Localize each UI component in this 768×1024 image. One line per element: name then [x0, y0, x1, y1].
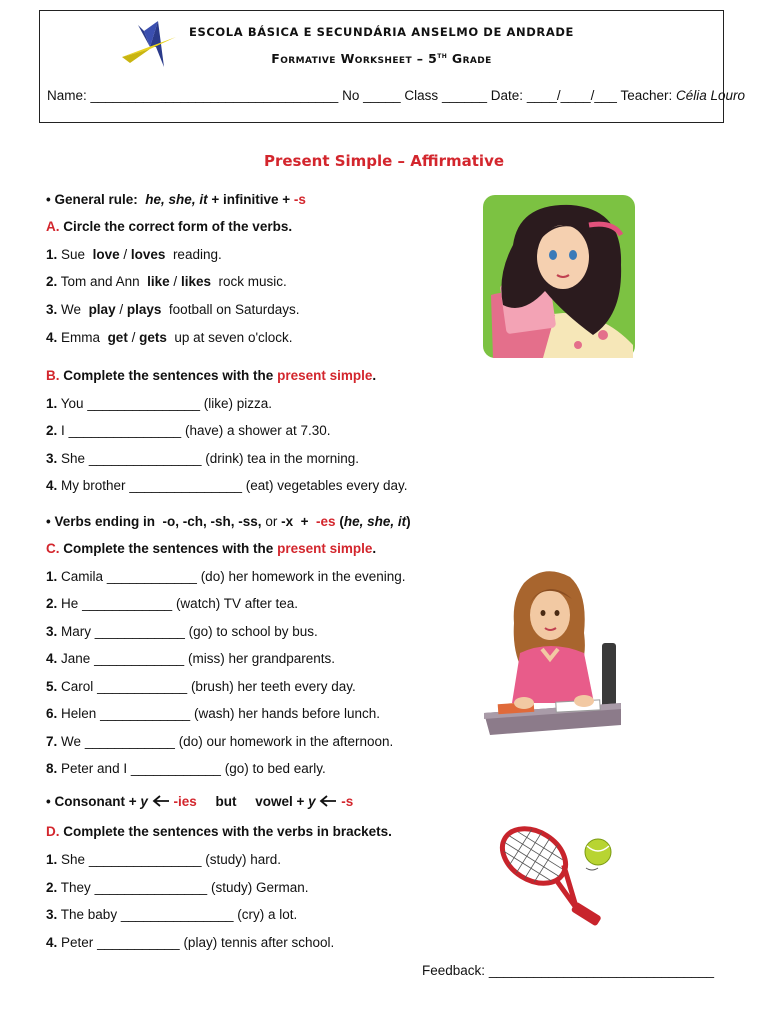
item-subject: I	[61, 423, 65, 438]
item-subject: Peter and I	[61, 761, 128, 776]
section-letter: C.	[46, 541, 60, 556]
item-subject: We	[61, 734, 82, 749]
item-number: 1.	[46, 396, 58, 411]
verb-option-2[interactable]: plays	[126, 302, 162, 317]
instruction-text: Complete the sentences with the verbs in brackets.	[63, 824, 392, 839]
rule-bullet: •	[46, 794, 51, 809]
section-d-item-1	[46, 851, 281, 869]
worksheet-header	[39, 10, 746, 123]
verb-option-2[interactable]: likes	[180, 274, 211, 289]
item-subject: The baby	[60, 907, 118, 922]
rule-bullet: •	[46, 192, 51, 207]
section-c-instruction	[46, 540, 376, 558]
date-label: Date:	[490, 88, 524, 103]
name-label: Name:	[47, 88, 87, 103]
answer-blank[interactable]: ____________	[94, 624, 185, 639]
feedback-line	[422, 962, 714, 980]
class-label: Class	[404, 88, 439, 103]
item-rest: reading.	[172, 247, 222, 262]
rule-es: -es	[316, 514, 336, 529]
section-d-item-2	[46, 879, 308, 897]
item-subject: My brother	[61, 478, 126, 493]
section-c-item-6	[46, 705, 380, 723]
rule-label: General rule:	[54, 192, 138, 207]
item-subject: They	[60, 880, 91, 895]
section-d-item-3	[46, 906, 297, 924]
rule-endings: -o, -ch, -sh, -ss,	[162, 514, 262, 529]
item-subject: Helen	[61, 706, 97, 721]
item-subject: She	[61, 852, 86, 867]
page-title: Present Simple – Affirmative	[263, 152, 505, 170]
rule-consonant: Consonant +	[54, 794, 137, 809]
item-subject: Camila	[61, 569, 104, 584]
item-number: 1.	[46, 852, 58, 867]
answer-blank[interactable]: _______________	[87, 396, 200, 411]
item-rest: (brush) her teeth every day.	[190, 679, 356, 694]
teacher-name: Célia Louro	[675, 88, 746, 103]
answer-blank[interactable]: ____________	[82, 596, 173, 611]
answer-blank[interactable]: _______________	[94, 880, 208, 895]
option-separator: /	[119, 302, 124, 317]
item-subject: Carol	[61, 679, 94, 694]
section-c-item-8	[46, 760, 326, 778]
item-number: 3.	[46, 451, 58, 466]
section-d-item-4	[46, 934, 334, 952]
instruction-highlight: present simple	[277, 541, 373, 556]
section-b-item-2	[46, 422, 331, 440]
section-c-item-3	[46, 623, 318, 641]
feedback-blank[interactable]: ______________________________	[488, 963, 715, 978]
feedback-label: Feedback:	[422, 963, 486, 978]
rule-close-paren: )	[406, 514, 411, 529]
verb-option-1[interactable]: like	[147, 274, 170, 289]
answer-blank[interactable]: _______________	[129, 478, 242, 493]
teacher-label: Teacher:	[620, 88, 673, 103]
rule-label: Verbs ending in	[54, 514, 156, 529]
answer-blank[interactable]: _______________	[88, 451, 202, 466]
instruction-text: Circle the correct form of the verbs.	[63, 219, 293, 234]
item-rest: (do) our homework in the afternoon.	[178, 734, 394, 749]
item-number: 1.	[46, 247, 58, 262]
rule-plus: +	[300, 514, 309, 529]
item-subject: Tom and Ann	[60, 274, 140, 289]
rule-open-paren: (	[339, 514, 344, 529]
section-b-instruction	[46, 367, 376, 385]
answer-blank[interactable]: ____________	[106, 569, 197, 584]
instruction-text: Complete the sentences with the	[63, 541, 274, 556]
section-letter: D.	[46, 824, 60, 839]
item-number: 6.	[46, 706, 58, 721]
instruction-highlight: present simple	[277, 368, 373, 383]
answer-blank[interactable]: ___________	[97, 935, 180, 950]
answer-blank[interactable]: _______________	[88, 852, 202, 867]
item-number: 4.	[46, 478, 58, 493]
instruction-end: .	[372, 541, 377, 556]
section-c-item-4	[46, 650, 335, 668]
girl-studying-illustration	[484, 563, 621, 740]
rule-x: -x	[281, 514, 294, 529]
answer-blank[interactable]: ____________	[100, 706, 191, 721]
item-number: 2.	[46, 880, 58, 895]
section-c-item-2	[46, 595, 298, 613]
item-rest: football on Saturdays.	[168, 302, 300, 317]
item-rest: (study) German.	[210, 880, 309, 895]
item-rest: (have) a shower at 7.30.	[184, 423, 331, 438]
no-label: No	[342, 88, 360, 103]
item-number: 4.	[46, 651, 58, 666]
item-rest: (miss) her grandparents.	[187, 651, 336, 666]
item-rest: (like) pizza.	[203, 396, 272, 411]
item-subject: Mary	[61, 624, 92, 639]
section-c-item-1	[46, 568, 406, 586]
answer-blank[interactable]: ____________	[130, 761, 221, 776]
no-blank[interactable]: _____	[363, 88, 401, 103]
rule-y: y	[308, 794, 316, 809]
rule-ies: -ies	[173, 794, 197, 809]
section-b-item-4	[46, 477, 408, 495]
item-subject: Sue	[61, 247, 86, 262]
item-number: 2.	[46, 596, 58, 611]
ies-rule	[46, 793, 353, 811]
section-a-item-4	[46, 329, 293, 347]
item-rest: (play) tennis after school.	[183, 935, 335, 950]
item-subject: Peter	[61, 935, 94, 950]
rule-infinitive: + infinitive +	[211, 192, 291, 207]
section-a-item-3	[46, 301, 300, 319]
rule-s: -s	[341, 794, 354, 809]
item-rest: (go) to school by bus.	[188, 624, 318, 639]
item-rest: (cry) a lot.	[237, 907, 298, 922]
rule-bullet: •	[46, 514, 51, 529]
answer-blank[interactable]: ____________	[94, 651, 185, 666]
item-number: 2.	[46, 274, 58, 289]
verb-option-1[interactable]: play	[88, 302, 116, 317]
item-number: 4.	[46, 330, 58, 345]
answer-blank[interactable]: ____________	[97, 679, 188, 694]
section-b-item-3	[46, 450, 359, 468]
section-c-item-7	[46, 733, 393, 751]
rule-y: y	[140, 794, 148, 809]
item-subject: You	[60, 396, 84, 411]
section-d-instruction	[46, 823, 392, 841]
answer-blank[interactable]: _______________	[120, 907, 234, 922]
general-rule	[46, 191, 306, 209]
item-subject: She	[61, 451, 86, 466]
option-separator: /	[173, 274, 178, 289]
school-name: ESCOLA BÁSICA E SECUNDÁRIA ANSELMO DE ANDRADE	[189, 25, 574, 39]
item-subject: He	[61, 596, 79, 611]
item-rest: (eat) vegetables every day.	[245, 478, 408, 493]
item-subject: Jane	[61, 651, 91, 666]
arrow-left-icon	[319, 795, 337, 807]
item-rest: (wash) her hands before lunch.	[193, 706, 381, 721]
section-a-item-2	[46, 273, 287, 291]
class-blank[interactable]: ______	[441, 88, 488, 103]
es-rule	[46, 513, 411, 531]
section-a-item-1	[46, 246, 222, 264]
item-number: 2.	[46, 423, 58, 438]
item-subject: We	[61, 302, 82, 317]
girl-reading-illustration	[483, 195, 635, 358]
verb-option-2[interactable]: gets	[139, 330, 167, 345]
rule-but: but	[215, 794, 237, 809]
item-number: 5.	[46, 679, 58, 694]
item-rest: (watch) TV after tea.	[175, 596, 298, 611]
arrow-left-icon	[152, 795, 170, 807]
section-a-instruction	[46, 218, 292, 236]
rule-subjects: he, she, it	[145, 192, 208, 207]
option-separator: /	[131, 330, 136, 345]
item-number: 7.	[46, 734, 58, 749]
section-b-item-1	[46, 395, 272, 413]
rule-or: or	[265, 514, 278, 529]
answer-blank[interactable]: ____________	[84, 734, 175, 749]
rule-vowel: vowel +	[255, 794, 305, 809]
item-rest: (drink) tea in the morning.	[205, 451, 360, 466]
item-number: 8.	[46, 761, 58, 776]
section-letter: A.	[46, 219, 60, 234]
item-number: 4.	[46, 935, 58, 950]
item-number: 3.	[46, 624, 58, 639]
tennis-racket-illustration	[494, 826, 632, 926]
item-number: 3.	[46, 907, 58, 922]
item-number: 3.	[46, 302, 58, 317]
answer-blank[interactable]: _______________	[68, 423, 182, 438]
section-c-item-5	[46, 678, 356, 696]
option-separator: /	[123, 247, 128, 262]
rule-ending: -s	[293, 192, 306, 207]
verb-option-1[interactable]: get	[107, 330, 128, 345]
rule-subjects: he, she, it	[343, 514, 407, 529]
item-rest: (do) her homework in the evening.	[200, 569, 406, 584]
name-blank[interactable]: _________________________________	[90, 88, 339, 103]
item-subject: Emma	[61, 330, 101, 345]
section-letter: B.	[46, 368, 60, 383]
verb-option-2[interactable]: loves	[130, 247, 166, 262]
item-rest: up at seven o'clock.	[174, 330, 293, 345]
worksheet-title: Formative Worksheet – 5th Grade	[271, 51, 492, 67]
item-number: 1.	[46, 569, 58, 584]
item-rest: (study) hard.	[205, 852, 281, 867]
item-rest: rock music.	[218, 274, 287, 289]
instruction-end: .	[372, 368, 377, 383]
item-rest: (go) to bed early.	[224, 761, 326, 776]
student-info-line	[47, 88, 745, 103]
verb-option-1[interactable]: love	[92, 247, 120, 262]
date-blank[interactable]: ____/____/___	[526, 88, 617, 103]
instruction-text: Complete the sentences with the	[63, 368, 274, 383]
